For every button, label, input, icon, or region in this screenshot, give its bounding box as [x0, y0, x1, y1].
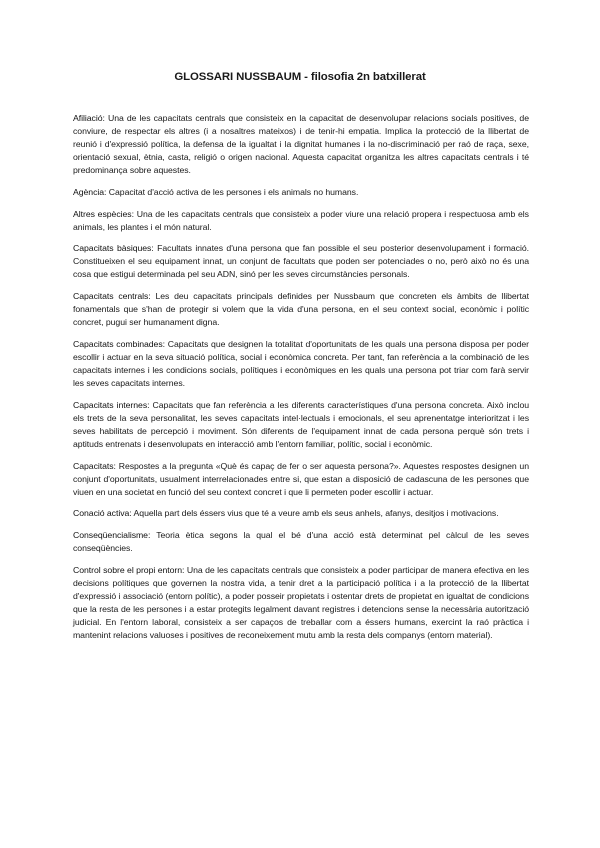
- glossary-entry-capacitats-internes: [73, 399, 529, 451]
- glossary-entry-consequencialisme: [73, 529, 529, 555]
- glossary-term: Agència:: [73, 186, 107, 197]
- glossary-term: Conació activa:: [73, 508, 132, 519]
- document-title: GLOSSARI NUSSBAUM - filosofia 2n batxillerat: [174, 71, 426, 83]
- glossary-entry-capacitats-basiques: [73, 242, 529, 281]
- glossary-entry-capacitats-combinades: [73, 338, 529, 390]
- glossary-term: Altres espècies:: [73, 208, 134, 219]
- glossary-definition: Capacitat d'acció activa de les persones i els animals no humans.: [108, 186, 359, 197]
- glossary-definition: Una de les capacitats centrals que consisteix a poder participar de manera efectiva en les decisions polítiques que governen la nostra vida, a tenir dret a la participació política i a la protecció de la llibertat d'expressió i associació (entorn polític), a poder posseir propietats i ostentar drets de propietat en igualtat de condicions que la resta de les persones i a estar protegits legalment davant registres i detencions sense la necessària autorització judicial. En l'entorn laboral, consisteix a ser capaços de treballar com a éssers humans, exercint la raó pràctica i mantenint relacions valuoses i positives de reconeixement mutu amb la resta dels companys (entorn material).: [73, 564, 529, 641]
- glossary-term: Capacitats centrals:: [73, 291, 151, 302]
- glossary-definition: Teoria ètica segons la qual el bé d'una acció està determinat pel càlcul de les seves conseqüències.: [73, 529, 529, 554]
- glossary-entry-conacio-activa: [73, 507, 529, 520]
- glossary-definition: Aquella part dels éssers vius que té a veure amb els seus anhels, afanys, desitjos i motivacions.: [133, 508, 499, 519]
- glossary-entry-capacitats: [73, 460, 529, 499]
- glossary-entry-afiliacio: [73, 112, 529, 177]
- glossary-entry-control-propi-entorn: [73, 564, 529, 643]
- glossary-definition: Capacitats que designen la totalitat d'oportunitats de les quals una persona disposa per poder escollir i actuar en la seva situació política, social i econòmica concreta. Per tant, fan referència a la combinació de les capacitats internes i les condicions socials, polítiques i econòmiques en les quals una persona pot triar com farà servir les seves capacitats internes.: [73, 338, 529, 389]
- glossary: [73, 112, 529, 651]
- glossary-term: Capacitats bàsiques:: [73, 243, 154, 254]
- glossary-term: Control sobre el propi entorn:: [73, 564, 185, 575]
- glossary-definition: Les deu capacitats principals definides per Nussbaum que concreten els àmbits de llibertat fonamentals que s'han de protegir si volem que la vida d'una persona, en el seu context social, econòmic i polític concret, pugui ser humanament digna.: [73, 291, 529, 328]
- glossary-term: Capacitats internes:: [73, 399, 150, 410]
- glossary-entry-agencia: [73, 186, 529, 199]
- glossary-definition: Facultats innates d'una persona que fan possible el seu posterior desenvolupament i formació. Constitueixen el seu equipament innat, un conjunt de facultats que poden ser potenciades o no, però això no és una cosa que estigui determinada pel seu ADN, sinó per les seves circumstàncies personals.: [73, 243, 529, 280]
- glossary-definition: Respostes a la pregunta «Què és capaç de fer o ser aquesta persona?». Aquestes respostes designen un conjunt d'oportunitats, usualment interrelacionades entre si, que estan a disposició de cadascuna de les persones que viuen en una societat en funció del seu context concret i que li permeten poder escollir i actuar.: [73, 460, 529, 497]
- glossary-definition: Una de les capacitats centrals que consisteix en la capacitat de desenvolupar relacions socials positives, de conviure, de respectar els altres (i a nosaltres mateixos) i de tenir-hi empatia. Implica la protecció de la llibertat de reunió i d'expressió política, la defensa de la igualtat i la dignitat humanes i la no-discriminació per raó de raça, sexe, orientació sexual, ètnia, casta, religió o origen nacional. Aquesta capacitat organitza les altres capacitats centrals i té predominança sobre aquestes.: [73, 113, 529, 176]
- glossary-term: Capacitats:: [73, 460, 116, 471]
- glossary-definition: Capacitats que fan referència a les diferents característiques d'una persona concreta. Això inclou els trets de la seva personalitat, les seves capacitats intel·lectuals i emocionals, el seu aprenentatge interioritzat i les seves habilitats de percepció i moviment. Són diferents de l'equipament innat de cada persona perquè són trets i aptituds entrenats i desenvolupats en interacció amb l'entorn familiar, polític, social i econòmic.: [73, 399, 530, 449]
- glossary-definition: Una de les capacitats centrals que consisteix a poder viure una relació propera i respectuosa amb els animals, les plantes i el món natural.: [73, 208, 529, 232]
- glossary-entry-altres-especies: [73, 208, 529, 234]
- glossary-term: Afiliació:: [73, 113, 105, 123]
- glossary-term: Capacitats combinades:: [73, 338, 165, 349]
- glossary-entry-capacitats-centrals: [73, 290, 529, 329]
- glossary-term: Conseqüencialisme:: [73, 529, 151, 540]
